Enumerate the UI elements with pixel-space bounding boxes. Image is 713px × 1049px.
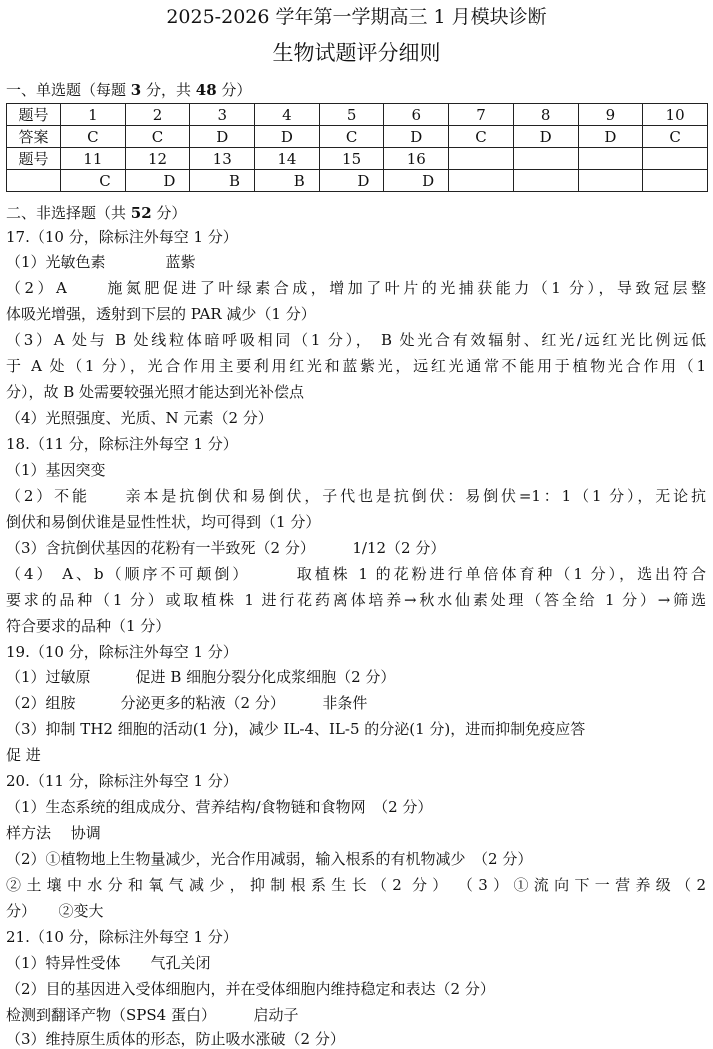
answer-cell: D [513, 126, 578, 148]
answer-cell: B [190, 170, 255, 192]
answer-cell: C [643, 126, 708, 148]
answer-line: 体吸光增强，透射到下层的 PAR 减少（1 分） [6, 305, 316, 323]
question-number: 13 [190, 148, 255, 170]
answer-line: 符合要求的品种（1 分） [6, 617, 171, 635]
answer-line: 要求的品种（1 分）或取植株 1 进行花药离体培养→秋水仙素处理（答全给 1 分）→筛选 [6, 591, 706, 609]
section1-score-each: 3 [130, 81, 142, 99]
section2-heading [6, 203, 706, 223]
row-label: 题号 [7, 104, 61, 126]
answer-cell: D [125, 170, 190, 192]
answer-table [6, 103, 708, 192]
question-header: 18.（11 分，除标注外每空 1 分） [6, 435, 238, 453]
question-number: 11 [61, 148, 126, 170]
section1-heading-text: 分，共 [141, 81, 196, 99]
answer-cell: D [384, 126, 449, 148]
question-number: 16 [384, 148, 449, 170]
section1-total: 48 [195, 81, 217, 99]
answer-line: （2）①植物地上生物量减少，光合作用减弱，输入根系的有机物减少 （2 分） [6, 850, 533, 868]
question-number: 12 [125, 148, 190, 170]
answer-line: （3）抑制 TH2 细胞的活动(1 分)，减少 IL-4、IL-5 的分泌(1 分)，进而抑制免疫应答 [6, 720, 586, 738]
document-subtitle: 生物试题评分细则 [272, 41, 441, 65]
answer-cell: C [61, 170, 126, 192]
question-number: 5 [319, 104, 384, 126]
answer-cell [578, 170, 643, 192]
answer-line: （4）光照强度、光质、N 元素（2 分） [6, 409, 273, 427]
answer-cell: B [255, 170, 320, 192]
answer-line: （1）光敏色素 蓝紫 [6, 253, 196, 271]
answer-line: 样方法 协调 [6, 824, 101, 842]
exam-title: 2025-2026 学年第一学期高三 1 月模块诊断 [166, 6, 547, 28]
answer-line: 分） ②变大 [6, 902, 104, 920]
answer-line: 分），故 B 处需要较强光照才能达到光补偿点 [6, 383, 305, 401]
question-number: 9 [578, 104, 643, 126]
answer-line: （2）目的基因进入受体细胞内，并在受体细胞内维持稳定和表达（2 分） [6, 980, 495, 998]
answer-cell: C [449, 126, 514, 148]
answer-line: 于 A 处（1 分），光合作用主要利用红光和蓝紫光，远红光通常不能用于植物光合作用（1 [6, 357, 706, 375]
question-number [578, 148, 643, 170]
question-number [513, 148, 578, 170]
table-row-question-numbers [7, 148, 708, 170]
row-label: 题号 [7, 148, 61, 170]
answer-line: 促 进 [6, 746, 41, 764]
section1-heading [6, 80, 251, 100]
section1-heading-text: 分） [216, 81, 252, 99]
answer-line: （1）特异性受体 气孔关闭 [6, 954, 211, 972]
answer-line: （2）组胺 分泌更多的粘液（2 分） 非条件 [6, 694, 368, 712]
answer-cell: D [255, 126, 320, 148]
question-number: 15 [319, 148, 384, 170]
answer-line: （4） A、b（顺序不可颠倒） 取植株 1 的花粉进行单倍体育种（1 分），选出符合 [6, 565, 706, 583]
question-number: 14 [255, 148, 320, 170]
answer-cell [449, 170, 514, 192]
question-header: 20.（11 分，除标注外每空 1 分） [6, 772, 238, 790]
row-label-empty [7, 170, 61, 192]
answer-cell: C [125, 126, 190, 148]
section2-heading-text: 分） [151, 204, 187, 222]
row-label: 答案 [7, 126, 61, 148]
answer-cell: D [384, 170, 449, 192]
answer-line: （3）含抗倒伏基因的花粉有一半致死（2 分） 1/12（2 分） [6, 539, 446, 557]
section2-total: 52 [130, 204, 152, 222]
question-number: 2 [125, 104, 190, 126]
question-number: 1 [61, 104, 126, 126]
table-row-answers [7, 126, 708, 148]
question-header: 17.（10 分，除标注外每空 1 分） [6, 228, 238, 246]
answer-line: （1）基因突变 [6, 461, 106, 479]
question-number: 4 [255, 104, 320, 126]
answer-cell [643, 170, 708, 192]
section2-heading-text: 二、非选择题（共 [6, 204, 131, 222]
question-number: 8 [513, 104, 578, 126]
table-row-answers [7, 170, 708, 192]
answer-cell: D [190, 126, 255, 148]
question-header: 19.（10 分，除标注外每空 1 分） [6, 643, 238, 661]
answer-cell: C [61, 126, 126, 148]
answer-line: （2）不能 亲本是抗倒伏和易倒伏，子代也是抗倒伏：易倒伏=1：1（1 分），无论抗 [6, 487, 706, 505]
answer-cell: D [578, 126, 643, 148]
question-number: 7 [449, 104, 514, 126]
question-number [643, 148, 708, 170]
answer-cell [513, 170, 578, 192]
answer-line: （3）A 处与 B 处线粒体暗呼吸相同（1 分）， B 处光合有效辐射、红光/远红光比例远低 [6, 331, 706, 349]
answer-cell: D [319, 170, 384, 192]
question-number: 6 [384, 104, 449, 126]
answer-line: （1）过敏原 促进 B 细胞分裂分化成浆细胞（2 分） [6, 668, 396, 686]
answer-line: （3）维持原生质体的形态，防止吸水涨破（2 分） [6, 1030, 345, 1048]
answer-line: 检测到翻译产物（SPS4 蛋白） 启动子 [6, 1006, 299, 1024]
section1-heading-text: 一、单选题（每题 [6, 81, 131, 99]
answer-line: 倒伏和易倒伏谁是显性性状，均可得到（1 分） [6, 513, 321, 531]
question-number: 10 [643, 104, 708, 126]
answer-line: （1）生态系统的组成成分、营养结构/食物链和食物网 （2 分） [6, 798, 433, 816]
question-header: 21.（10 分，除标注外每空 1 分） [6, 928, 238, 946]
answer-line: ②土壤中水分和氧气减少，抑制根系生长（2 分） （3）①流向下一营养级（2 [6, 876, 706, 894]
question-number [449, 148, 514, 170]
answer-line: （2）A 施氮肥促进了叶绿素合成，增加了叶片的光捕获能力（1 分），导致冠层整 [6, 279, 706, 297]
answer-cell: C [319, 126, 384, 148]
table-row-question-numbers [7, 104, 708, 126]
question-number: 3 [190, 104, 255, 126]
